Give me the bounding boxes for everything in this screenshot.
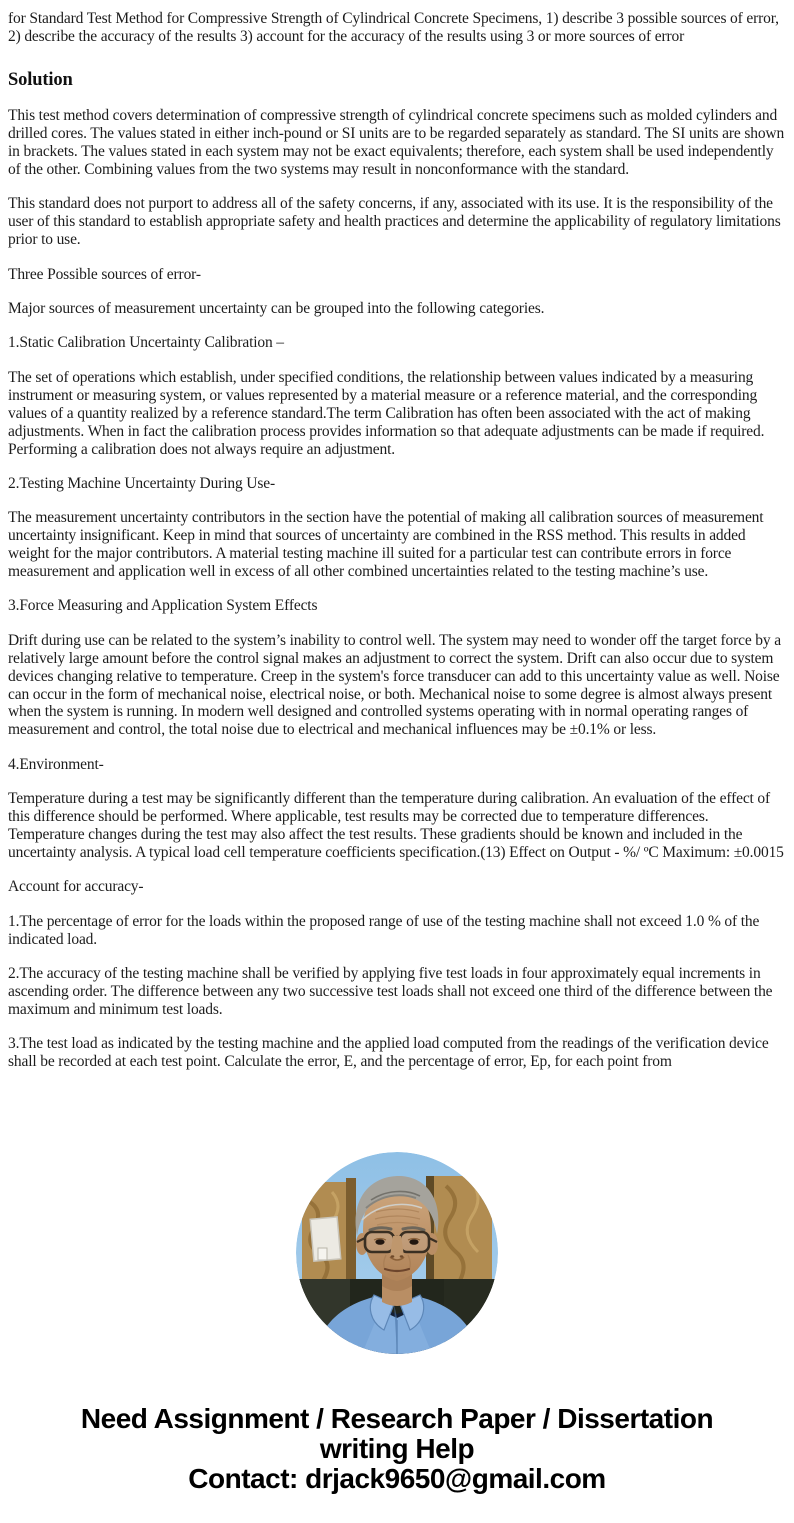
paragraph: 1.The percentage of error for the loads within the proposed range of use of the testing machine shall not exceed 1.0 % of the indicated load. [8,912,760,948]
avatar-row [0,1152,794,1354]
solution-heading: Solution [8,69,73,90]
paragraph: The set of operations which establish, under specified conditions, the relationship between values indicated by a measuring instrument or measuring system, or values represented by a material measure or a reference material, and the corresponding values of a quantity realized by a reference standard.The term Calibration has often been associated with the act of making adjustments. When in fact the calibration process provides information so that adequate adjustments can be made if required. Performing a calibration does not always require an adjustment. [8,368,765,458]
paragraph: Three Possible sources of error- [8,265,201,283]
paragraph: 1.Static Calibration Uncertainty Calibration – [8,334,284,352]
footer-heading-line1: Need Assignment / Research Paper / Dissertation [80,1403,714,1434]
paragraph: This test method covers determination of compressive strength of cylindrical concrete specimens such as molded cylinders and drilled cores. The values stated in either inch-pound or SI units are to be regarded separately as standard. The SI units are shown in brackets. The values stated in each system may not be exact equivalents; therefore, each system shall be used independently of the other. Combining values from the two systems may result in nonconformance with the standard. [8,107,785,179]
profile-photo-image [296,1152,498,1354]
paragraph: Major sources of measurement uncertainty can be grouped into the following categories. [8,300,545,318]
paragraph: 2.The accuracy of the testing machine shall be verified by applying five test loads in four approximately equal increments in ascending order. The difference between any two successive test loads shall not exceed one third of the difference between the maximum and minimum test loads. [8,965,773,1018]
paragraph: Account for accuracy- [8,878,144,896]
paragraph: 3.The test load as indicated by the testing machine and the applied load computed from the readings of the verification device shall be recorded at each test point. Calculate the error, E, and the percentage of error, Ep, for each point from [8,1035,769,1071]
avatar [296,1152,498,1354]
paragraph: This standard does not purport to address all of the safety concerns, if any, associated with its use. It is the responsibility of the user of this standard to establish appropriate safety and health practices and determine the applicability of regulatory limitations prior to use. [8,195,781,249]
paragraph: 2.Testing Machine Uncertainty During Use- [8,474,275,492]
footer-heading-line2: writing Help [319,1433,475,1464]
paragraph: Drift during use can be related to the system’s inability to control well. The system may need to wonder off the target force by a relatively large amount before the control signal makes an adjustment to correct the system. Drift can also occur due to system devices changing relative to temperature. Creep in the system's force transducer can add to this uncertainty value as well. Noise can occur in the form of mechanical noise, electrical noise, or both. Mechanical noise to some degree is almost always present when the system is running. In modern well designed and controlled systems operating with in normal operating ranges of measurement and control, the total noise due to electrical and mechanical influences may be ±0.1% or less. [8,631,781,739]
paragraph: 3.Force Measuring and Application System Effects [8,597,318,615]
paragraph: Temperature during a test may be significantly different than the temperature during calibration. An evaluation of the effect of this difference should be performed. Where applicable, test results may be corrected due to temperature differences. Temperature changes during the test may also affect the test results. These gradients should be known and included in the uncertainty analysis. A typical load cell temperature coefficients specification.(13) Effect on Output - %/ ºC Maximum: ±0.0015 [8,790,784,861]
solution-paragraphs [8,107,786,1071]
footer-contact-email: Contact: drjack9650@gmail.com [188,1463,606,1494]
paragraph: 4.Environment- [8,755,104,773]
paragraph: The measurement uncertainty contributors in the section have the potential of making all calibration sources of measurement uncertainty insignificant. Keep in mind that sources of uncertainty are combined in the RSS method. This results in added weight for the major contributors. A material testing machine ill suited for a particular test can contribute errors in force measurement and application well in excess of all other combined uncertainties related to the testing machine’s use. [8,509,764,581]
question-text: for Standard Test Method for Compressive Strength of Cylindrical Concrete Specimens, 1) describe 3 possible sources of error, 2) describe the accuracy of the results 3) account for the accuracy of the results using 3 or more sources of error [8,10,779,45]
footer-banner [0,1404,794,1494]
